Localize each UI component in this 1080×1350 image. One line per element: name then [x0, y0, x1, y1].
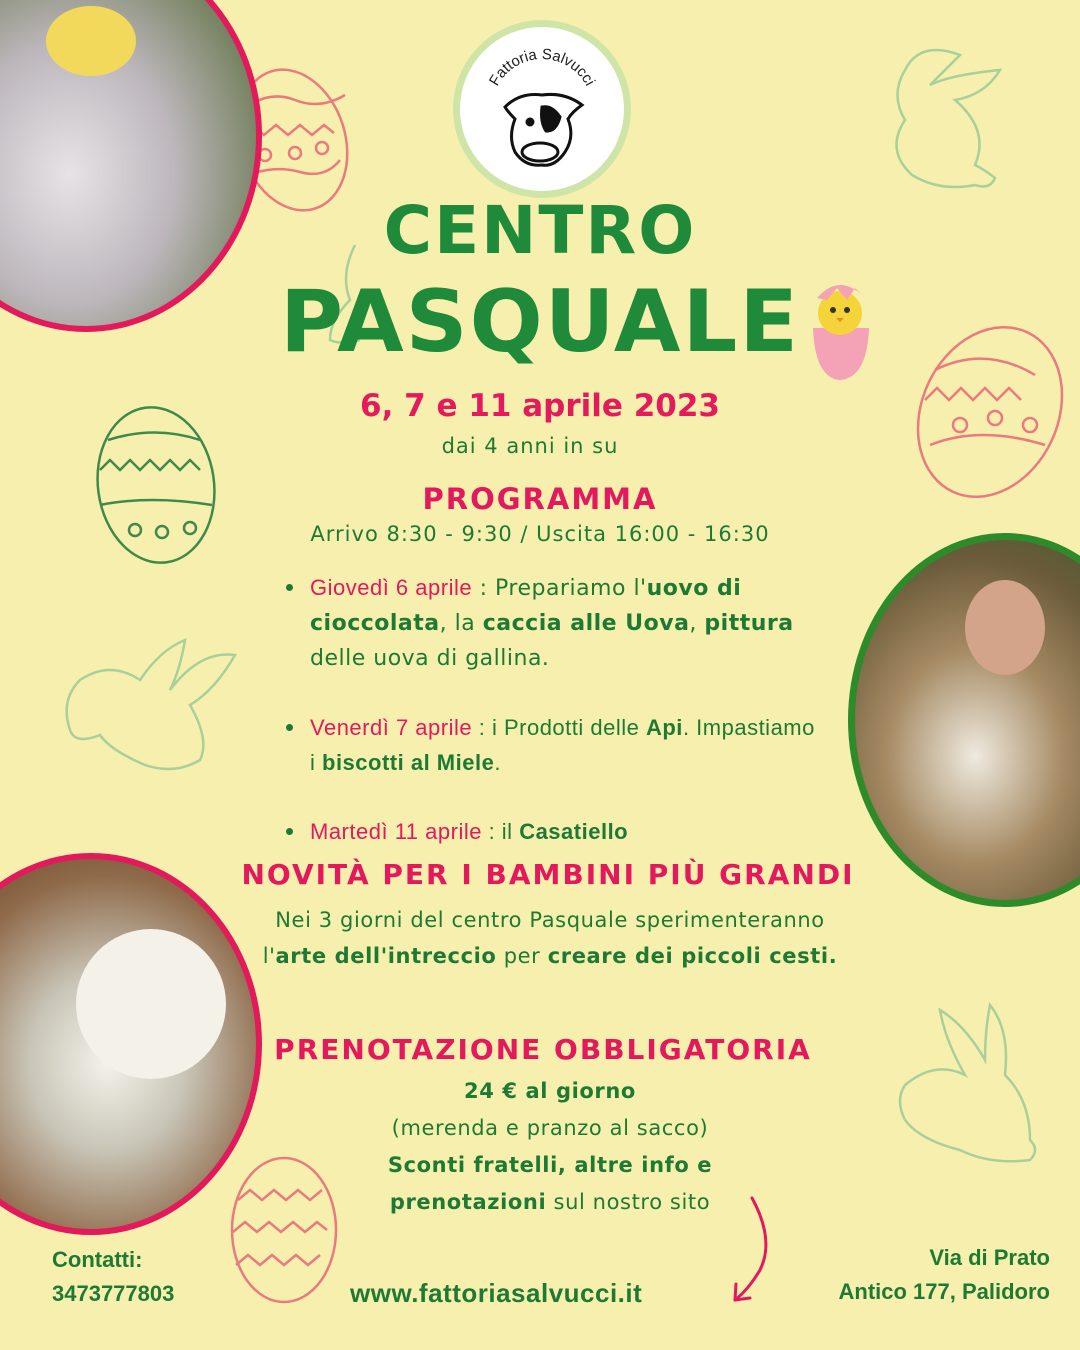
logo-text: Fattoria Salvucci	[485, 45, 599, 89]
face	[965, 580, 1045, 675]
phone-number[interactable]: 3473777803	[52, 1281, 175, 1306]
program-list	[280, 570, 820, 883]
schedule-times: Arrivo 8:30 - 9:30 / Uscita 16:00 - 16:30	[310, 522, 770, 546]
discount-line: Sconti fratelli, altre info e	[387, 1153, 713, 1177]
title-line2: PASQUALE	[279, 272, 801, 372]
novita-text: Nei 3 giorni del centro Pasquale sperimenteranno l'arte dell'intreccio per creare dei piccoli cesti.	[262, 908, 838, 968]
event-dates: 6, 7 e 11 aprile 2023	[360, 388, 720, 424]
contact-label: Contatti:	[52, 1247, 143, 1272]
price: 24 € al giorno	[464, 1079, 636, 1103]
list-item: Venerdì 7 aprile : i Prodotti delle Api. Impastiamo i biscotti al Miele.	[280, 710, 820, 780]
chick-egg-icon	[805, 278, 875, 383]
prenotazione-heading: PRENOTAZIONE OBBLIGATORIA	[274, 1033, 812, 1066]
price-note: (merenda e pranzo al sacco)	[391, 1116, 709, 1140]
duckling	[46, 6, 136, 76]
day-label: Giovedì 6 aprile	[310, 575, 473, 600]
day-label: Venerdì 7 aprile	[310, 715, 473, 740]
list-item: Giovedì 6 aprile : Prepariamo l'uovo di cioccolata, la caccia alle Uova, pittura delle uova di gallina.	[280, 570, 820, 676]
address: Via di Prato Antico 177, Palidoro	[838, 1245, 1050, 1304]
day-label: Martedì 11 aprile	[310, 819, 482, 844]
prenotazione-text	[300, 1073, 800, 1221]
programma-heading: PROGRAMMA	[422, 482, 658, 516]
svg-text:Fattoria Salvucci	[486, 46, 598, 89]
logo	[453, 20, 631, 198]
cow-icon	[505, 94, 582, 165]
bunny-icon	[896, 50, 1000, 187]
list-item: Martedì 11 aprile : il Casatiello	[280, 814, 820, 849]
age-requirement: dai 4 anni in su	[441, 434, 619, 458]
title-line1: CENTRO	[383, 192, 697, 269]
bunny-icon	[67, 640, 235, 769]
contact-info	[52, 1243, 174, 1311]
novita-heading: NOVITÀ PER I BAMBINI PIÙ GRANDI	[241, 858, 855, 891]
booking-line: prenotazioni sul nostro sito	[389, 1190, 711, 1214]
website-link[interactable]: www.fattoriasalvucci.it	[350, 1278, 643, 1308]
bunny-icon	[900, 1005, 1035, 1161]
